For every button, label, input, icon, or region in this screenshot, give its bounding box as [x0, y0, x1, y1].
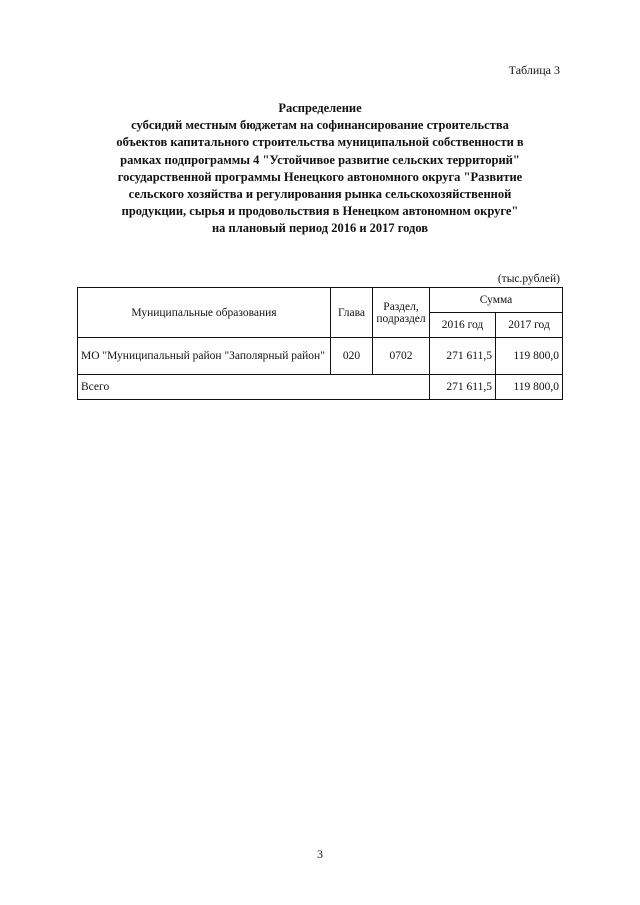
heading-line: государственной программы Ненецкого автономного округа "Развитие	[117, 169, 523, 184]
total-year-2016: 271 611,5	[430, 375, 496, 400]
header-year-2017: 2017 год	[496, 313, 563, 338]
heading-line: на плановый период 2016 и 2017 годов	[211, 221, 429, 236]
heading-line: продукции, сырья и продовольствия в Ненецком автономном округе"	[121, 204, 519, 219]
heading-line: Распределение	[278, 101, 362, 115]
header-sum: Сумма	[430, 288, 563, 313]
cell-section: 0702	[373, 338, 430, 375]
page-number: 3	[317, 847, 323, 861]
total-label: Всего	[78, 375, 430, 400]
total-row	[78, 375, 563, 400]
heading-line: рамках подпрограммы 4 "Устойчивое развитие сельских территорий"	[120, 152, 520, 167]
table-header-row	[78, 288, 563, 313]
heading-line: субсидий местным бюджетам на софинансирование строительства	[131, 118, 509, 133]
cell-year-2016: 271 611,5	[430, 338, 496, 375]
heading-line: сельского хозяйства и регулирования рынка сельскохозяйственной	[128, 187, 512, 202]
header-section: Раздел, подраздел	[373, 288, 430, 338]
header-chapter: Глава	[331, 288, 373, 338]
header-municipalities: Муниципальные образования	[78, 288, 331, 338]
cell-year-2017: 119 800,0	[496, 338, 563, 375]
document-heading	[60, 100, 580, 238]
subsidy-table	[77, 287, 563, 400]
cell-municipality: МО "Муниципальный район "Заполярный район"	[78, 338, 331, 375]
total-year-2017: 119 800,0	[496, 375, 563, 400]
heading-line: объектов капитального строительства муниципальной собственности в	[116, 135, 524, 150]
cell-chapter: 020	[331, 338, 373, 375]
units-note: (тыс.рублей)	[497, 273, 560, 285]
table-row	[78, 338, 563, 375]
header-year-2016: 2016 год	[430, 313, 496, 338]
table-number-label: Таблица 3	[508, 63, 560, 77]
